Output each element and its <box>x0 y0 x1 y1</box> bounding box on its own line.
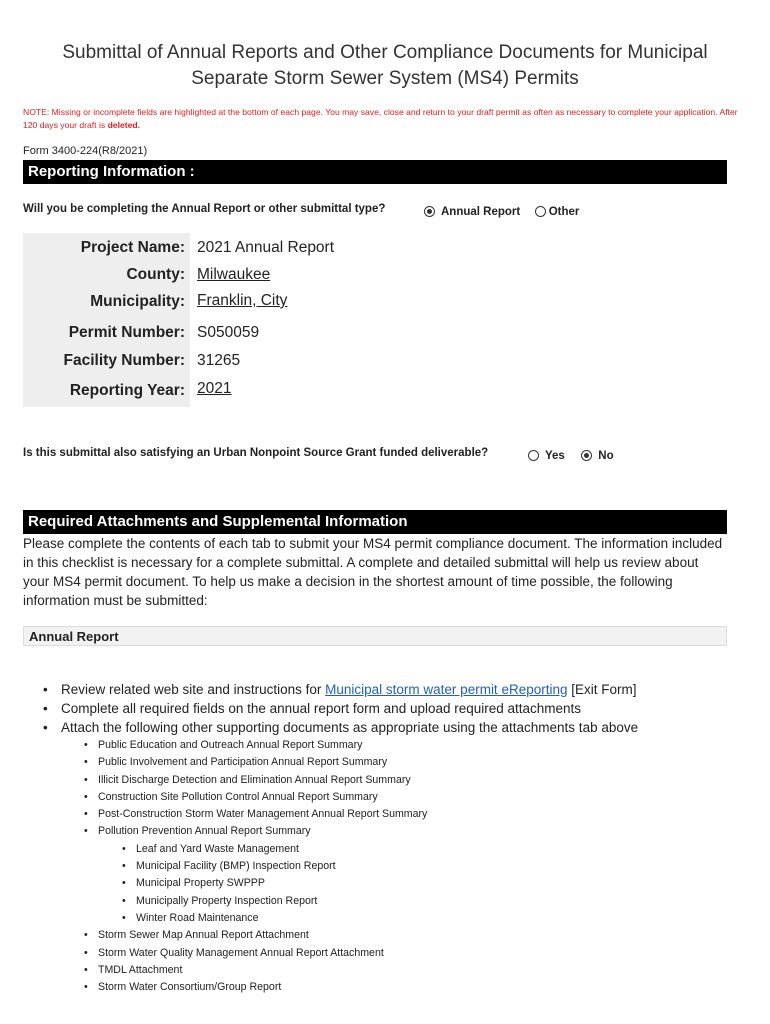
facility-number-value[interactable]: 31265 <box>197 352 241 369</box>
reporting-year-value[interactable]: 2021 <box>197 380 232 397</box>
project-name-label: Project Name: <box>80 239 185 256</box>
project-name-value[interactable]: 2021 Annual Report <box>197 239 335 256</box>
list-item: • Leaf and Yard Waste Management <box>23 841 743 858</box>
list-item: • Storm Sewer Map Annual Report Attachment <box>23 927 743 944</box>
checklist-main <box>23 680 743 737</box>
list-item: • Municipal Facility (BMP) Inspection Report <box>23 858 743 875</box>
bullet-1-suffix: [Exit Form] <box>567 682 637 697</box>
county-label: County: <box>126 266 185 283</box>
list-item: • Attach the following other supporting documents as appropriate using the attachments tab above <box>23 718 743 737</box>
page-title <box>0 40 770 92</box>
grant-options <box>528 446 614 464</box>
no-radio[interactable] <box>581 450 592 461</box>
submittal-type-options <box>424 202 579 220</box>
supporting-docs-list <box>23 737 743 841</box>
note-emphasis: deleted. <box>107 119 141 130</box>
list-item: • Public Involvement and Participation Annual Report Summary <box>23 754 743 771</box>
submittal-type-question: Will you be completing the Annual Report or other submittal type? <box>23 203 386 215</box>
grant-question: Is this submittal also satisfying an Urban Nonpoint Source Grant funded deliverable? <box>23 447 489 459</box>
list-item: • Storm Water Quality Management Annual Report Attachment <box>23 945 743 962</box>
ereporting-link[interactable]: Municipal storm water permit eReporting <box>325 682 568 697</box>
form-number: Form 3400-224(R8/2021) <box>23 145 148 157</box>
list-item: • Pollution Prevention Annual Report Summary <box>23 823 743 840</box>
reporting-information-header: Reporting Information : <box>23 160 727 184</box>
yes-radio[interactable] <box>528 450 539 461</box>
list-item: • Winter Road Maintenance <box>23 910 743 927</box>
list-item: • Construction Site Pollution Control Annual Report Summary <box>23 789 743 806</box>
permit-number-label: Permit Number: <box>68 324 185 341</box>
annual-report-subheader: Annual Report <box>23 626 727 646</box>
list-item: • Municipal Property SWPPP <box>23 875 743 892</box>
permit-number-value[interactable]: S050059 <box>197 324 260 341</box>
list-item: • Public Education and Outreach Annual Report Summary <box>23 737 743 754</box>
checklist <box>23 680 743 996</box>
list-item: • Storm Water Consortium/Group Report <box>23 979 743 996</box>
list-item: • Municipally Property Inspection Report <box>23 893 743 910</box>
facility-number-label: Facility Number: <box>63 352 185 369</box>
title-line-1: Submittal of Annual Reports and Other Compliance Documents for Municipal <box>62 42 708 63</box>
list-item: • Complete all required fields on the annual report form and upload required attachments <box>23 699 743 718</box>
yes-radio-label: Yes <box>545 450 565 462</box>
no-radio-label: No <box>598 450 614 462</box>
municipality-value[interactable]: Franklin, City <box>197 292 288 309</box>
required-attachments-header: Required Attachments and Supplemental Information <box>23 510 727 534</box>
annual-report-radio[interactable] <box>424 206 435 217</box>
bullet-1-text: Review related web site and instructions for <box>61 682 326 697</box>
annual-report-radio-label: Annual Report <box>441 206 521 218</box>
list-item: • Illicit Discharge Detection and Elimination Annual Report Summary <box>23 772 743 789</box>
list-item <box>23 680 743 699</box>
field-label-panel <box>23 233 190 407</box>
other-radio[interactable] <box>535 206 546 217</box>
note-text: NOTE: Missing or incomplete fields are highlighted at the bottom of each page. You may save, close and return to your draft permit as often as necessary to complete your application. After 120 days your draft is <box>23 107 738 130</box>
other-radio-label: Other <box>548 206 580 218</box>
title-line-2: Separate Storm Sewer System (MS4) Permits <box>191 68 579 89</box>
list-item: • TMDL Attachment <box>23 962 743 979</box>
list-item: • Post-Construction Storm Water Management Annual Report Summary <box>23 806 743 823</box>
pollution-prevention-sublist <box>23 841 743 927</box>
draft-note <box>23 106 743 131</box>
county-value[interactable]: Milwaukee <box>197 266 271 283</box>
supporting-docs-list-continued <box>23 927 743 996</box>
reporting-year-label: Reporting Year: <box>69 382 185 399</box>
municipality-label: Municipality: <box>90 293 185 310</box>
instructions-paragraph: Please complete the contents of each tab to submit your MS4 permit compliance document. The information included in this checklist is necessary for a complete submittal. A complete and detailed submittal will help us review about your MS4 permit document. To help us make a decision in the shortest amount of time possible, the following information must be submitted: <box>23 536 723 608</box>
